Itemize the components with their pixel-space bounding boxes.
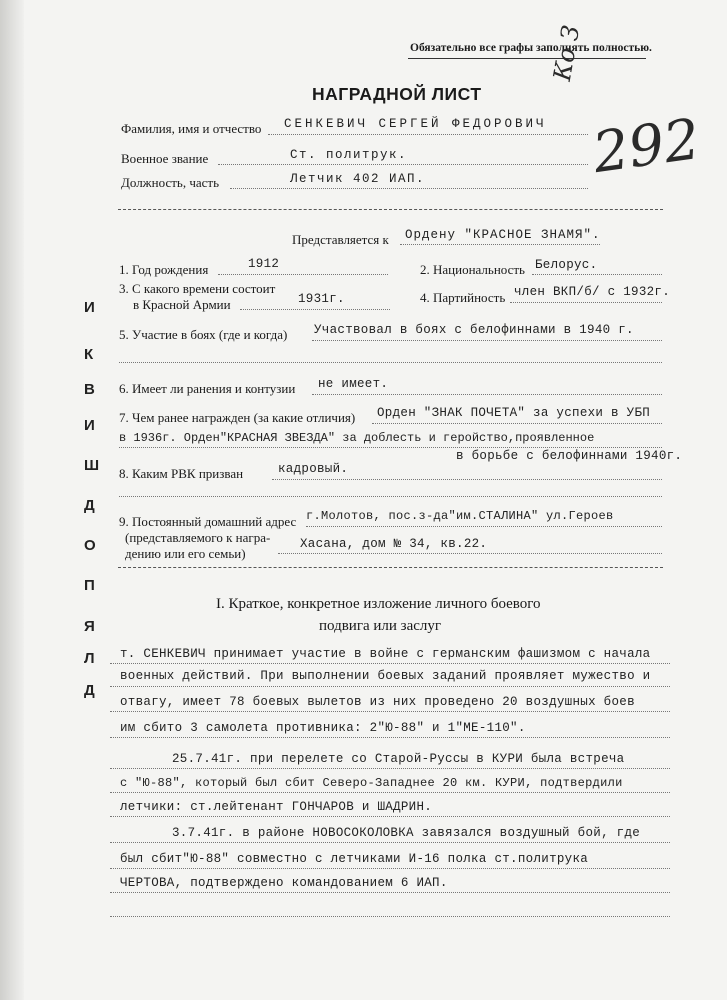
name-label: Фамилия, имя и отчество: [121, 121, 262, 136]
awards-value-1: Орден "ЗНАК ПОЧЕТА" за успехи в УБП: [377, 406, 651, 420]
text-line: военных действий. При выполнении боевых заданий проявляет мужество и: [120, 669, 651, 683]
text-line: 25.7.41г. при перелете со Старой-Руссы в КУРИ была встреча: [172, 752, 625, 766]
handwritten-number: 292: [588, 106, 704, 187]
address-value-1: г.Молотов, пос.з-да"им.СТАЛИНА" ул.Героев: [306, 509, 614, 523]
wounds-dotted-line: [312, 394, 662, 395]
awards-value-3: в борьбе с белофиннами 1940г.: [456, 449, 683, 463]
header-note-underline: [408, 58, 646, 59]
text-line: с "Ю-88", который был сбит Северо-Западнее 20 км. КУРИ, подтвердили: [120, 776, 623, 790]
sidebar-letter: К: [84, 346, 94, 363]
position-value: Летчик 402 ИАП.: [290, 172, 426, 186]
address-value-2: Хасана, дом № 34, кв.22.: [300, 537, 488, 551]
service-label-2: в Красной Армии: [133, 297, 231, 312]
text-line: отвагу, имеет 78 боевых вылетов из них проведено 20 воздушных боев: [120, 695, 635, 709]
text-dotted-line: [110, 686, 670, 687]
birth-dotted-line: [218, 274, 388, 275]
sidebar-letter: Я: [84, 618, 95, 635]
wounds-value: не имеет.: [318, 377, 389, 391]
nationality-label: 2. Национальность: [420, 262, 525, 277]
battles-label: 5. Участие в боях (где и когда): [119, 327, 288, 342]
scan-shadow: [0, 0, 24, 1000]
text-line: 3.7.41г. в районе НОВОСОКОЛОВКА завязался воздушный бой, где: [172, 826, 641, 840]
address-dotted-line-2: [278, 553, 662, 554]
battles-dotted-line-2: [119, 362, 662, 363]
birth-label: 1. Год рождения: [119, 262, 209, 277]
section-heading-2: подвига или заслуг: [319, 618, 442, 634]
rvk-label: 8. Каким РВК призван: [119, 466, 244, 481]
rvk-dotted-line: [272, 479, 662, 480]
sidebar-letter: Д: [84, 497, 95, 514]
party-value: член ВКП/б/ с 1932г.: [514, 285, 671, 299]
sidebar-letter: П: [84, 577, 95, 594]
nationality-dotted-line: [532, 274, 662, 275]
text-line: т. СЕНКЕВИЧ принимает участие в войне с германским фашизмом с начала: [120, 647, 651, 661]
wounds-label: 6. Имеет ли ранения и контузии: [119, 381, 296, 396]
divider: [118, 209, 663, 210]
nationality-value: Белорус.: [535, 258, 598, 272]
sidebar-letter: Л: [84, 650, 95, 667]
address-label-3: дению или его семьи): [125, 546, 246, 561]
divider: [118, 567, 663, 568]
text-line: им сбито 3 самолета противника: 2"Ю-88" и 1"МЕ-110".: [120, 721, 526, 735]
text-dotted-line: [110, 768, 670, 769]
text-dotted-line: [110, 737, 670, 738]
sidebar-letter: И: [84, 417, 95, 434]
page-title: НАГРАДНОЙ ЛИСТ: [312, 84, 482, 104]
address-label-2: (представляемого к награ-: [125, 530, 271, 545]
text-dotted-line: [110, 816, 670, 817]
service-dotted-line: [240, 309, 390, 310]
sidebar-letter: И: [84, 299, 95, 316]
text-line: ЧЕРТОВА, подтверждено командованием 6 ИАП.: [120, 876, 448, 890]
address-dotted-line: [306, 526, 662, 527]
header-note: Обязательно все графы заполнять полностью.: [410, 42, 652, 54]
text-dotted-line: [110, 892, 670, 893]
text-dotted-line: [110, 868, 670, 869]
sidebar-letter: О: [84, 537, 96, 554]
rank-label: Военное звание: [121, 151, 209, 166]
awards-value-2: в 1936г. Орден"КРАСНАЯ ЗВЕЗДА" за доблесть и геройство,проявленное: [119, 431, 595, 445]
address-label-1: 9. Постоянный домашний адрес: [119, 514, 297, 529]
awards-dotted-line-2: [119, 447, 662, 448]
rank-value: Ст. политрук.: [290, 148, 408, 162]
sidebar-letter: Д: [84, 682, 95, 699]
awards-label: 7. Чем ранее награжден (за какие отличия): [119, 410, 356, 425]
name-value: СЕНКЕВИЧ СЕРГЕЙ ФЕДОРОВИЧ: [284, 117, 547, 131]
text-dotted-line: [110, 663, 670, 664]
presented-label: Представляется к: [292, 232, 389, 247]
text-line: летчики: ст.лейтенант ГОНЧАРОВ и ШАДРИН.: [120, 800, 433, 814]
position-label: Должность, часть: [121, 175, 220, 190]
sidebar-letter: Ш: [84, 457, 100, 474]
birth-value: 1912: [248, 257, 280, 271]
battles-value: Участвовал в боях с белофиннами в 1940 г.: [314, 323, 634, 337]
rvk-value: кадровый.: [278, 462, 349, 476]
text-dotted-line: [110, 792, 670, 793]
handwritten-mark: Ко З: [548, 23, 586, 83]
rank-dotted-line: [218, 164, 588, 165]
name-dotted-line: [268, 134, 588, 135]
party-dotted-line: [510, 302, 662, 303]
service-label-1: 3. С какого времени состоит: [119, 281, 276, 296]
text-line: был сбит"Ю-88" совместно с летчиками И-16 полка ст.политрука: [120, 852, 589, 866]
presented-dotted-line: [400, 244, 600, 245]
awards-dotted-line: [372, 423, 662, 424]
rvk-dotted-line-2: [119, 496, 662, 497]
sidebar-letter: В: [84, 381, 95, 398]
text-dotted-line: [110, 842, 670, 843]
presented-value: Ордену "КРАСНОЕ ЗНАМЯ".: [405, 228, 601, 242]
service-value: 1931г.: [298, 292, 345, 306]
battles-dotted-line: [312, 340, 662, 341]
text-dotted-line: [110, 916, 670, 917]
section-heading-1: I. Краткое, конкретное изложение личного боевого: [216, 596, 541, 612]
position-dotted-line: [230, 188, 588, 189]
text-dotted-line: [110, 711, 670, 712]
party-label: 4. Партийность: [420, 290, 506, 305]
